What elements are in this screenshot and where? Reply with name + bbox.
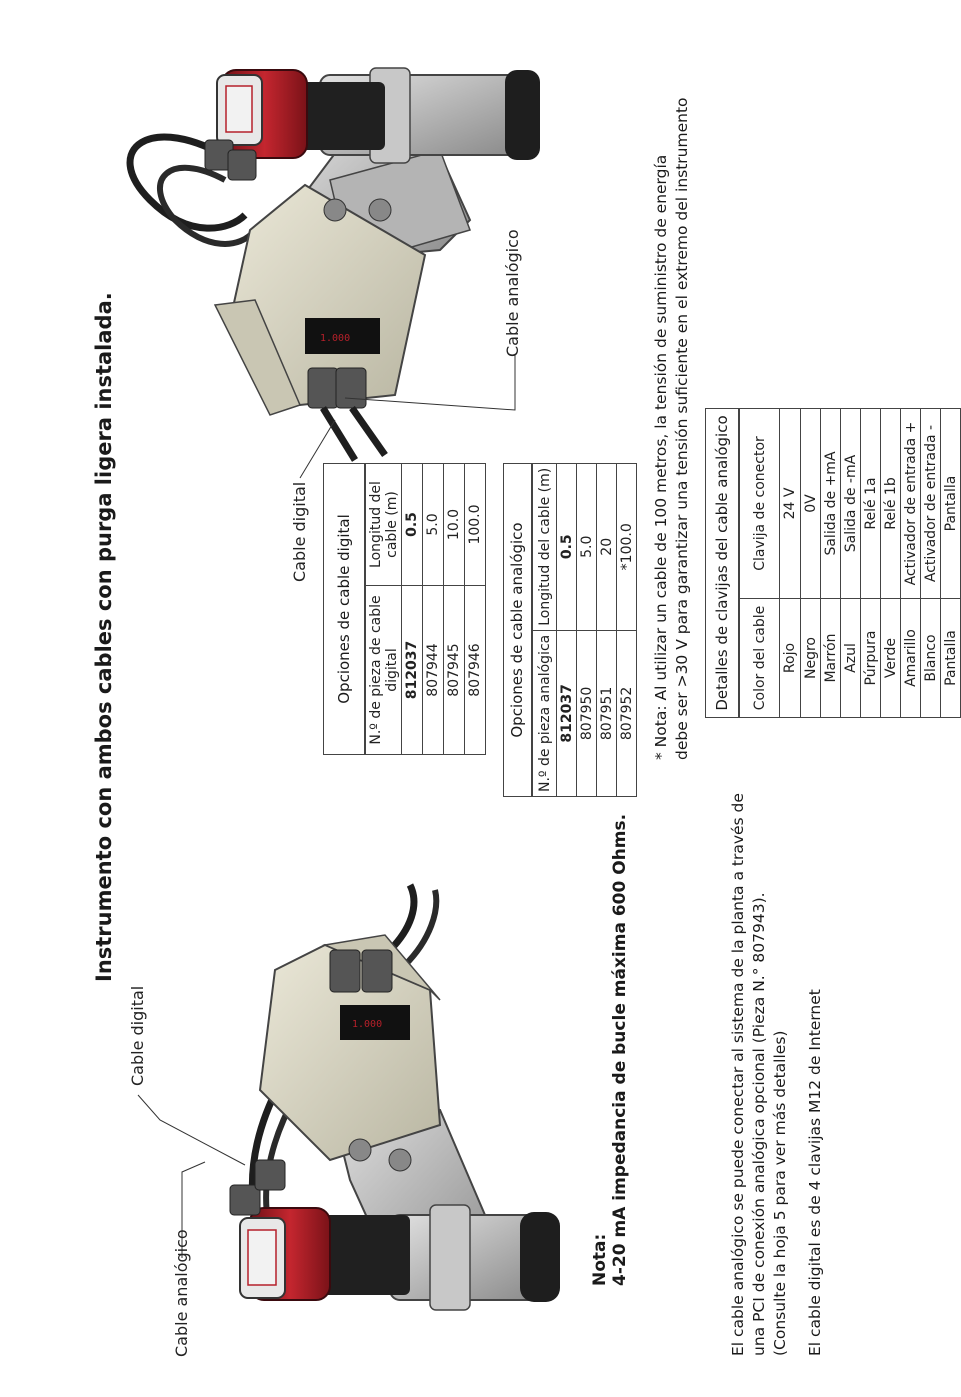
table-row <box>921 409 941 718</box>
table-row <box>402 464 423 755</box>
analog-length-2: 20 <box>597 463 617 630</box>
table-row <box>617 463 637 796</box>
table-row <box>780 409 801 718</box>
table-row <box>821 409 841 718</box>
table-row <box>465 464 486 755</box>
digital-part-0: 812037 <box>402 586 423 755</box>
top-instrument-drawing <box>130 68 540 478</box>
digital-length-1: 5.0 <box>423 464 444 586</box>
pin-value-7: Activador de entrada - <box>921 409 941 599</box>
digital-length-3: 100.0 <box>465 464 486 586</box>
pin-color-7: Blanco <box>921 599 941 718</box>
pin-color-8: Pantalla <box>941 599 961 718</box>
digital-header-length: Longitud del cable (m) <box>366 464 402 586</box>
analog-desc-line-3: (Consulte la hoja 5 para ver más detalles) <box>771 1030 789 1356</box>
pin-header-color: Color del cable <box>740 599 780 718</box>
digital-desc: El cable digital es de 4 clavijas M12 de Internet <box>806 989 824 1356</box>
footnote-line-1: * Nota: Al utilizar un cable de 100 metros, la tensión de suministro de energía <box>652 154 670 760</box>
pin-value-0: 24 V <box>780 409 801 599</box>
analog-header-length: Longitud del cable (m) <box>533 463 557 630</box>
analog-part-3: 807952 <box>617 630 637 796</box>
pin-table-caption: Detalles de clavijas del cable analógico <box>706 409 739 717</box>
digital-part-2: 807945 <box>444 586 465 755</box>
table-row <box>801 409 821 718</box>
pin-value-2: Salida de +mA <box>821 409 841 599</box>
table-row <box>423 464 444 755</box>
analog-table-caption: Opciones de cable analógico <box>504 464 532 796</box>
pin-header-pin: Clavija de conector <box>740 409 780 599</box>
label-bottom-analog-cable: Cable analógico <box>172 1229 191 1357</box>
label-top-analog-cable: Cable analógico <box>503 229 522 357</box>
pin-color-4: Púrpura <box>861 599 881 718</box>
pin-color-6: Amarillo <box>901 599 921 718</box>
digital-cable-table <box>323 463 486 755</box>
table-row <box>557 463 577 796</box>
pin-color-0: Rojo <box>780 599 801 718</box>
analog-length-3: *100.0 <box>617 463 637 630</box>
bottom-instrument-drawing <box>138 885 560 1310</box>
digital-length-0: 0.5 <box>402 464 423 586</box>
table-row <box>444 464 465 755</box>
analog-length-1: 5.0 <box>577 463 597 630</box>
digital-header-part: N.º de pieza de cable digital <box>366 586 402 755</box>
digital-table-caption: Opciones de cable digital <box>324 464 365 754</box>
analog-header-part: N.º de pieza analógica <box>533 630 557 796</box>
digital-part-3: 807946 <box>465 586 486 755</box>
analog-part-1: 807950 <box>577 630 597 796</box>
table-row <box>881 409 901 718</box>
analog-part-2: 807951 <box>597 630 617 796</box>
svg-text:1.000: 1.000 <box>352 1019 383 1030</box>
analog-cable-table <box>503 463 637 797</box>
table-row <box>941 409 961 718</box>
analog-desc-line-1: El cable analógico se puede conectar al sistema de la planta a través de <box>729 793 747 1356</box>
page-title: Instrumento con ambos cables con purga ligera instalada. <box>92 292 116 982</box>
svg-text:1.000: 1.000 <box>320 333 351 344</box>
pin-details-table <box>705 408 961 718</box>
table-row <box>577 463 597 796</box>
pin-color-5: Verde <box>881 599 901 718</box>
pin-color-1: Negro <box>801 599 821 718</box>
pin-value-6: Activador de entrada + <box>901 409 921 599</box>
digital-part-1: 807944 <box>423 586 444 755</box>
analog-desc-line-2: una PCI de conexión analógica opcional (Pieza N.° 807943). <box>750 892 768 1356</box>
pin-value-3: Salida de -mA <box>841 409 861 599</box>
pin-color-2: Marrón <box>821 599 841 718</box>
table-row <box>841 409 861 718</box>
label-top-digital-cable: Cable digital <box>290 481 309 582</box>
note-heading: Nota: <box>590 1233 610 1286</box>
table-row <box>861 409 881 718</box>
table-row <box>901 409 921 718</box>
table-row <box>597 463 617 796</box>
pin-value-1: 0V <box>801 409 821 599</box>
analog-part-0: 812037 <box>557 630 577 796</box>
pin-color-3: Azul <box>841 599 861 718</box>
footnote-line-2: debe ser >30 V para garantizar una tensión suficiente en el extremo del instrumento <box>673 97 691 760</box>
pin-value-5: Relé 1b <box>881 409 901 599</box>
pin-value-8: Pantalla <box>941 409 961 599</box>
label-bottom-digital-cable: Cable digital <box>128 985 147 1086</box>
note-body: 4-20 mA impedancia de bucle máxima 600 Ohms. <box>610 813 630 1286</box>
analog-length-0: 0.5 <box>557 463 577 630</box>
digital-length-2: 10.0 <box>444 464 465 586</box>
pin-value-4: Relé 1a <box>861 409 881 599</box>
